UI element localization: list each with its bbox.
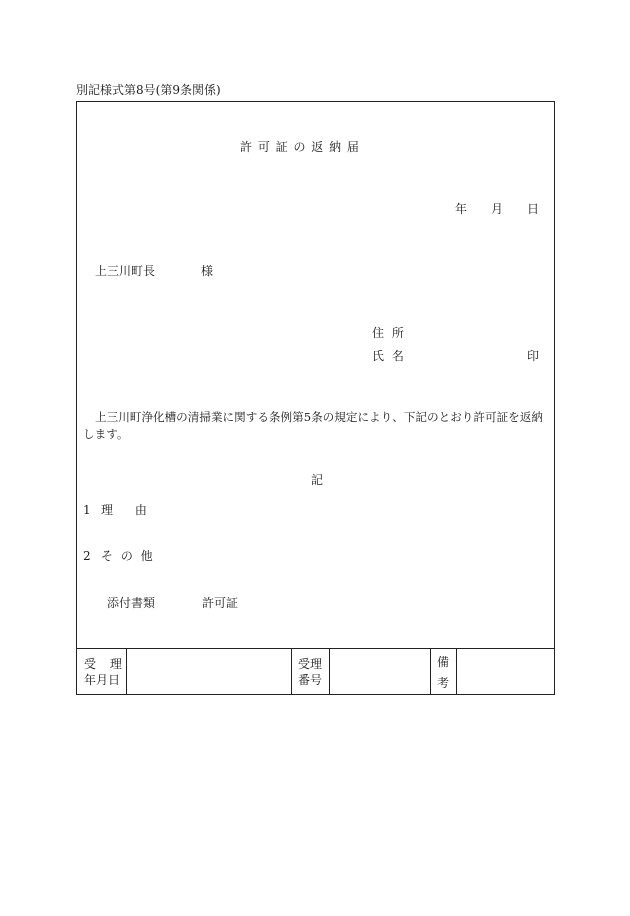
receipt-number-field[interactable] — [330, 649, 429, 694]
item-2-label: そ の 他 — [101, 549, 153, 563]
addressee-name: 上三川町長 — [95, 264, 156, 278]
remarks-label-line-2: 考 — [437, 676, 450, 690]
body-text-line-2: します。 — [83, 427, 129, 441]
receipt-date-label-line-1: 受 理 — [84, 657, 122, 671]
receipt-number-label-line-1: 受理 — [298, 657, 323, 671]
seal-mark: 印 — [527, 349, 540, 363]
applicant-name-label: 氏 名 — [372, 349, 406, 363]
item-2-number: 2 — [83, 549, 91, 563]
receipt-date-label-line-2: 年月日 — [84, 673, 121, 687]
footer-divider-2 — [291, 648, 292, 695]
form-number-label: 別記様式第8号(第9条関係) — [76, 83, 221, 97]
item-1-label: 理 由 — [101, 503, 147, 517]
receipt-date-field[interactable] — [127, 649, 290, 694]
addressee-honorific: 様 — [201, 264, 214, 278]
item-1-number: 1 — [83, 503, 91, 517]
date-month-label: 月 — [491, 202, 504, 216]
remarks-label-line-1: 備 — [437, 655, 450, 669]
form-title: 許 可 証 の 返 納 届 — [240, 140, 360, 154]
ki-heading: 記 — [311, 473, 324, 487]
footer-divider-4 — [430, 648, 431, 695]
attachment-value: 許可証 — [202, 596, 239, 610]
date-year-label: 年 — [455, 202, 468, 216]
body-text-line-1: 上三川町浄化槽の清掃業に関する条例第5条の規定により、下記のとおり許可証を返納 — [95, 410, 543, 424]
receipt-number-label-line-2: 番号 — [298, 673, 323, 687]
remarks-field[interactable] — [457, 649, 554, 694]
date-day-label: 日 — [527, 202, 540, 216]
applicant-address-label: 住 所 — [372, 326, 406, 340]
attachment-label: 添付書類 — [107, 596, 156, 610]
